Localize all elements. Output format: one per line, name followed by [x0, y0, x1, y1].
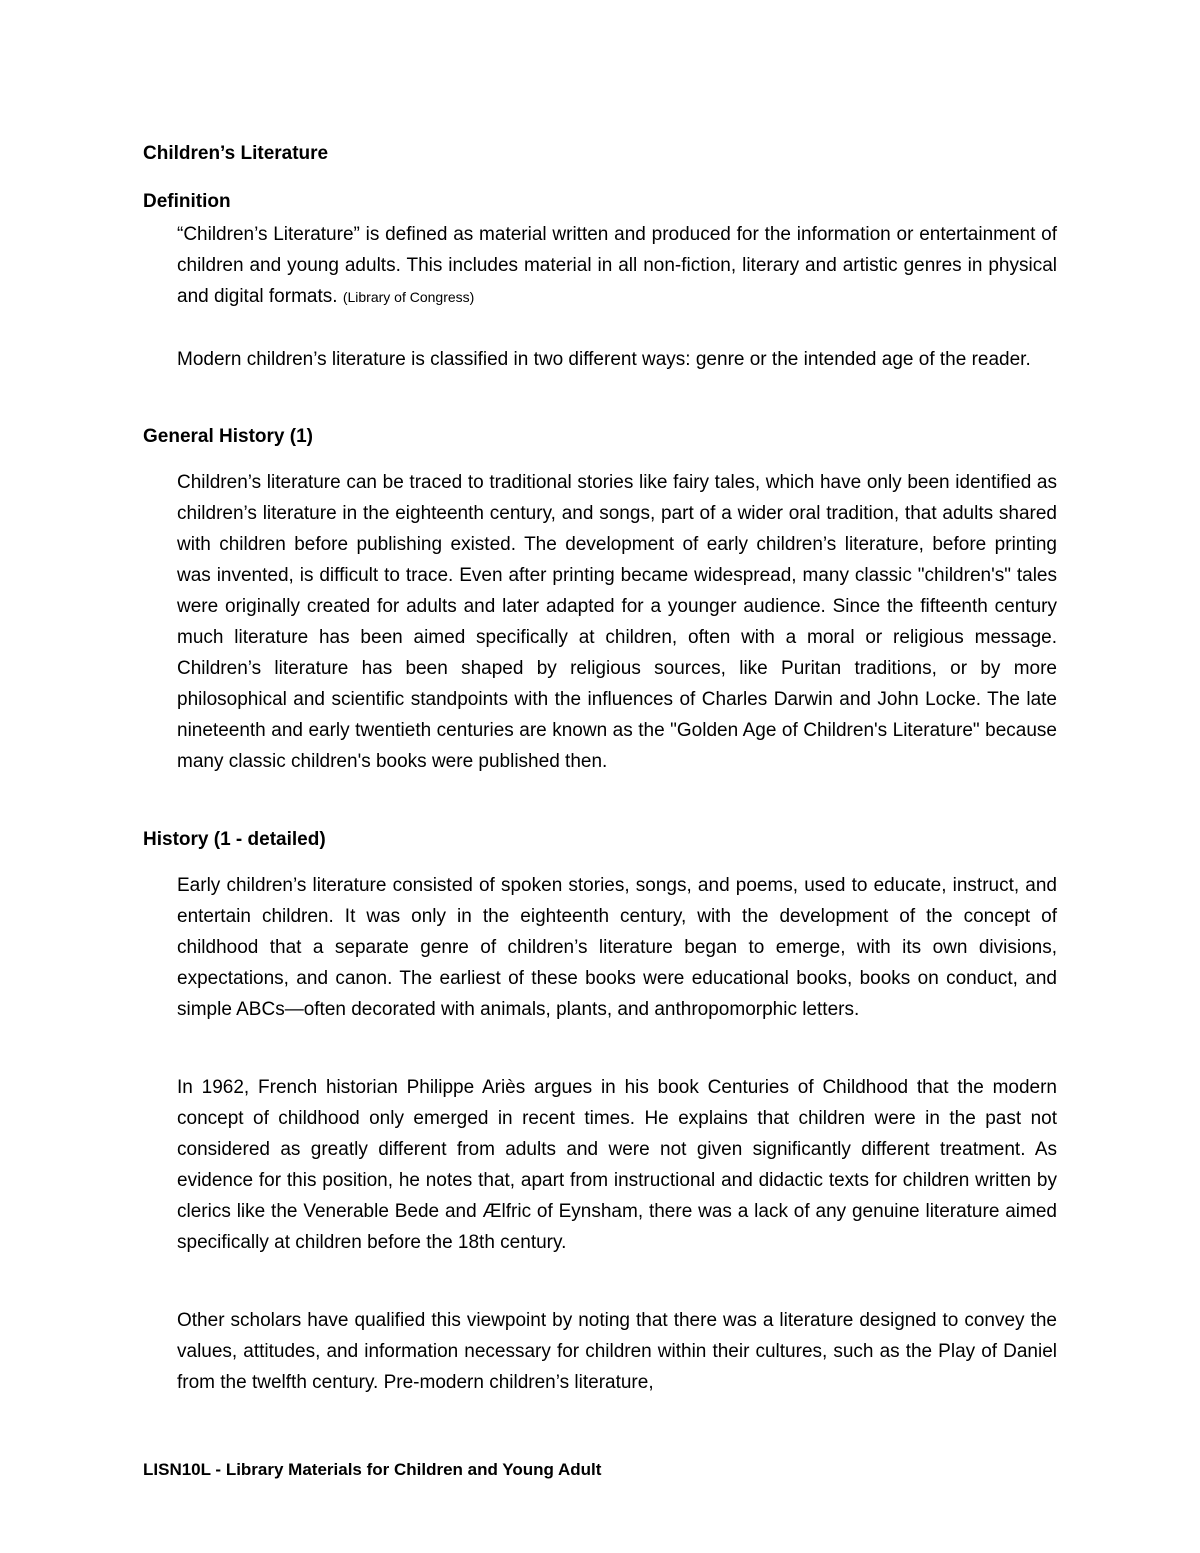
section-heading-general-history: General History (1)	[143, 426, 313, 447]
history-paragraph-2: In 1962, French historian Philippe Ariès argues in his book Centuries of Childhood that the modern concept of childhood only emerged in recent times. He explains that children were in the past not considered as greatly different from adults and were not given significantly different treatment. As evidence for this position, he notes that, apart from instructional and didactic texts for children written by clerics like the Venerable Bede and Ælfric of Eynsham, there was a lack of any genuine literature aimed specifically at children before the 18th century.	[177, 1077, 1057, 1253]
section-heading-definition: Definition	[143, 191, 231, 212]
section-heading-history-detailed: History (1 - detailed)	[143, 829, 326, 850]
general-history-paragraph: Children’s literature can be traced to traditional stories like fairy tales, which have only been identified as children’s literature in the eighteenth century, and songs, part of a wider oral tradition, that adults shared with children before publishing existed. The development of early children’s literature, before printing was invented, is difficult to trace. Even after printing became widespread, many classic "children's" tales were originally created for adults and later adapted for a younger audience. Since the fifteenth century much literature has been aimed specifically at children, often with a moral or religious message. Children’s literature has been shaped by religious sources, like Puritan traditions, or by more philosophical and scientific standpoints with the influences of Charles Darwin and John Locke. The late nineteenth and early twentieth centuries are known as the "Golden Age of Children's Literature" because many classic children's books were published then.	[177, 472, 1057, 772]
definition-text: “Children’s Literature” is defined as material written and produced for the information or entertainment of children and young adults. This includes material in all non-fiction, literary and artistic genres in physical and digital formats.	[177, 224, 1057, 307]
citation: (Library of Congress)	[342, 289, 475, 305]
history-paragraph-3: Other scholars have qualified this viewpoint by noting that there was a literature designed to convey the values, attitudes, and information necessary for children within their cultures, such as the Play of Daniel from the twelfth century. Pre-modern children’s literature,	[177, 1310, 1057, 1393]
history-paragraph-1: Early children’s literature consisted of spoken stories, songs, and poems, used to educate, instruct, and entertain children. It was only in the eighteenth century, with the development of the concept of childhood that a separate genre of children’s literature began to emerge, with its own divisions, expectations, and canon. The earliest of these books were educational books, books on conduct, and simple ABCs—often decorated with animals, plants, and anthropomorphic letters.	[177, 875, 1057, 1020]
classification-paragraph: Modern children’s literature is classified in two different ways: genre or the intended age of the reader.	[177, 349, 1031, 370]
definition-paragraph	[177, 219, 1057, 313]
page-footer: LISN10L - Library Materials for Children and Young Adult	[143, 1460, 602, 1479]
page-title: Children’s Literature	[143, 143, 329, 164]
